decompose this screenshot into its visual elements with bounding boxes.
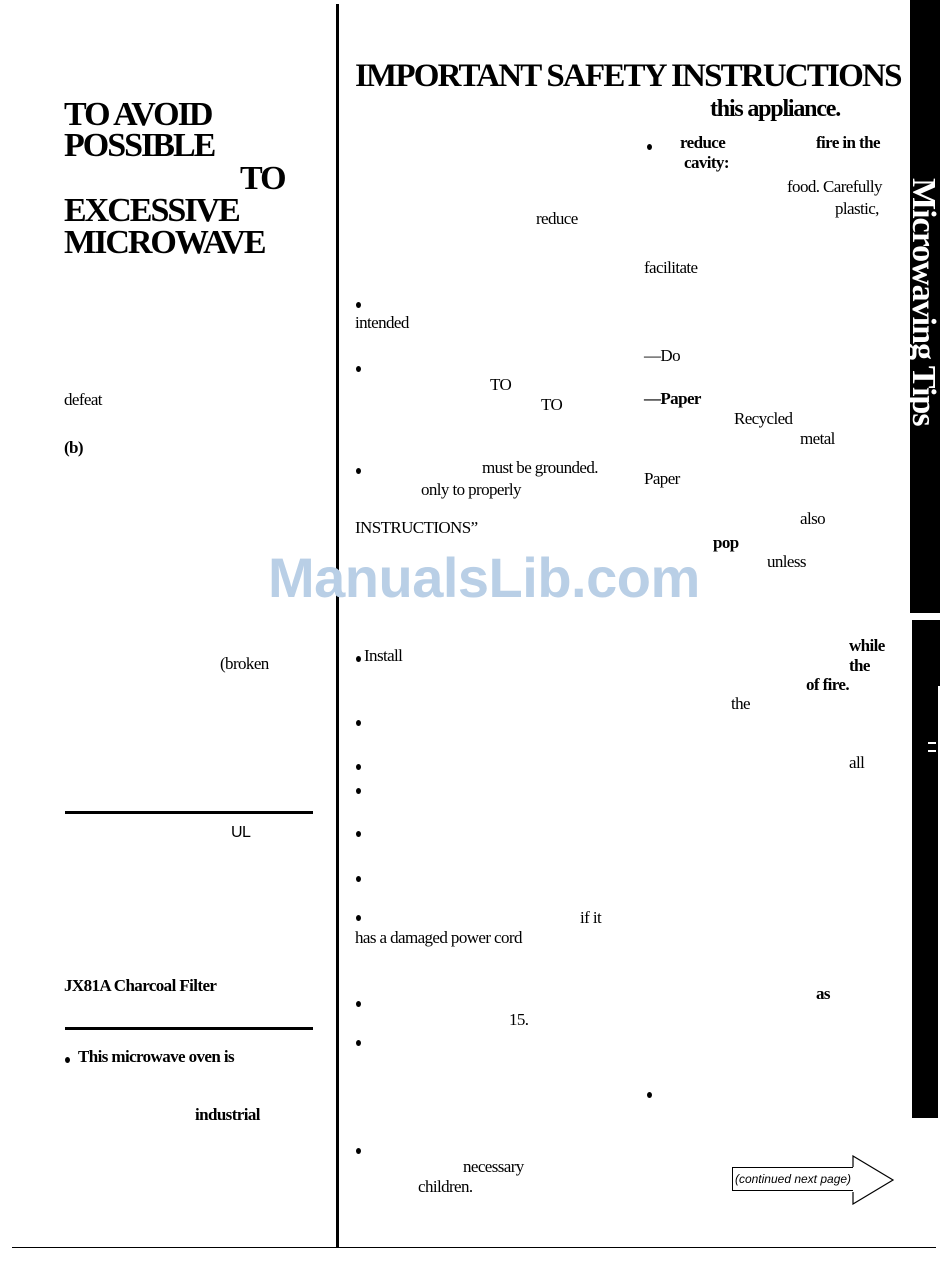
mid-text-to-1: TO	[490, 375, 512, 394]
bullet	[356, 656, 361, 662]
mid-text-if-it: if it	[580, 908, 602, 927]
right-text-while: while	[849, 636, 885, 655]
column-divider	[336, 4, 339, 1248]
right-text-food-carefully: food. Carefully	[787, 177, 882, 196]
heading-line-1: TO AVOID	[64, 96, 212, 133]
side-tab-mark	[928, 742, 936, 744]
continued-next-page-label: (continued next page)	[732, 1167, 854, 1191]
heading-line-4: EXCESSIVE	[64, 192, 239, 229]
mid-text-must-be-grounded: must be grounded.	[482, 458, 598, 477]
bullet	[647, 144, 652, 150]
right-text-paper-dash: —Paper	[644, 389, 701, 408]
right-text-pop: pop	[713, 533, 739, 552]
left-divider-1	[65, 811, 313, 814]
right-text-do: —Do	[644, 346, 680, 365]
mid-text-damaged-cord: has a damaged power cord	[355, 928, 522, 947]
right-text-the-bold: the	[849, 656, 870, 675]
bullet	[356, 468, 361, 474]
bullet	[356, 302, 361, 308]
mid-text-instructions: INSTRUCTIONS”	[355, 518, 478, 537]
mid-text-children: children.	[418, 1177, 473, 1196]
arrow-right-icon	[852, 1155, 896, 1205]
right-text-facilitate: facilitate	[644, 258, 698, 277]
mid-text-to-2: TO	[541, 395, 563, 414]
right-text-fire-in-the: fire in the	[816, 133, 880, 152]
right-text-reduce: reduce	[680, 133, 726, 152]
left-text-defeat: defeat	[64, 390, 102, 409]
bullet	[356, 788, 361, 794]
right-text-all: all	[849, 753, 865, 772]
bullet	[356, 831, 361, 837]
mid-text-intended: intended	[355, 313, 409, 332]
side-tab-label: Microwaving Tips	[905, 178, 942, 426]
bullet	[356, 915, 361, 921]
left-divider-2	[65, 1027, 313, 1030]
bullet	[65, 1057, 70, 1063]
left-text-broken: (broken	[220, 654, 269, 673]
side-tab-middle	[912, 620, 940, 686]
left-text-charcoal-filter: JX81A Charcoal Filter	[64, 976, 217, 995]
bullet	[356, 366, 361, 372]
mid-text-fifteen: 15.	[509, 1010, 529, 1029]
watermark: ManualsLib.com	[268, 546, 700, 609]
mid-text-necessary: necessary	[463, 1157, 524, 1176]
bullet	[356, 720, 361, 726]
right-text-unless: unless	[767, 552, 806, 571]
right-text-plastic: plastic,	[835, 199, 879, 218]
bullet	[356, 876, 361, 882]
mid-text-reduce: reduce	[536, 209, 578, 228]
right-text-paper: Paper	[644, 469, 680, 488]
page-subtitle: this appliance.	[710, 96, 841, 122]
heading-line-2: POSSIBLE	[64, 127, 215, 164]
mid-text-install: Install	[364, 646, 403, 665]
heading-line-3: TO	[240, 160, 285, 197]
mid-text-only-to-properly: only to properly	[421, 480, 521, 499]
right-text-also: also	[800, 509, 825, 528]
right-text-as: as	[816, 984, 830, 1003]
bullet	[356, 764, 361, 770]
right-text-cavity: cavity:	[684, 153, 729, 172]
right-text-the: the	[731, 694, 750, 713]
left-text-industrial: industrial	[195, 1105, 260, 1124]
bullet	[356, 1148, 361, 1154]
left-text-ul: UL	[231, 824, 251, 841]
bullet	[647, 1092, 652, 1098]
right-text-metal: metal	[800, 429, 835, 448]
left-text-b: (b)	[64, 438, 83, 457]
right-text-recycled: Recycled	[734, 409, 793, 428]
right-text-of-fire: of fire.	[806, 675, 850, 694]
bottom-rule	[12, 1247, 936, 1248]
page-title: IMPORTANT SAFETY INSTRUCTIONS	[355, 58, 901, 94]
left-text-microwave-oven: This microwave oven is	[78, 1047, 235, 1066]
side-tab-mark	[928, 750, 936, 752]
bullet	[356, 1040, 361, 1046]
heading-line-5: MICROWAVE	[64, 224, 265, 261]
bullet	[356, 1001, 361, 1007]
